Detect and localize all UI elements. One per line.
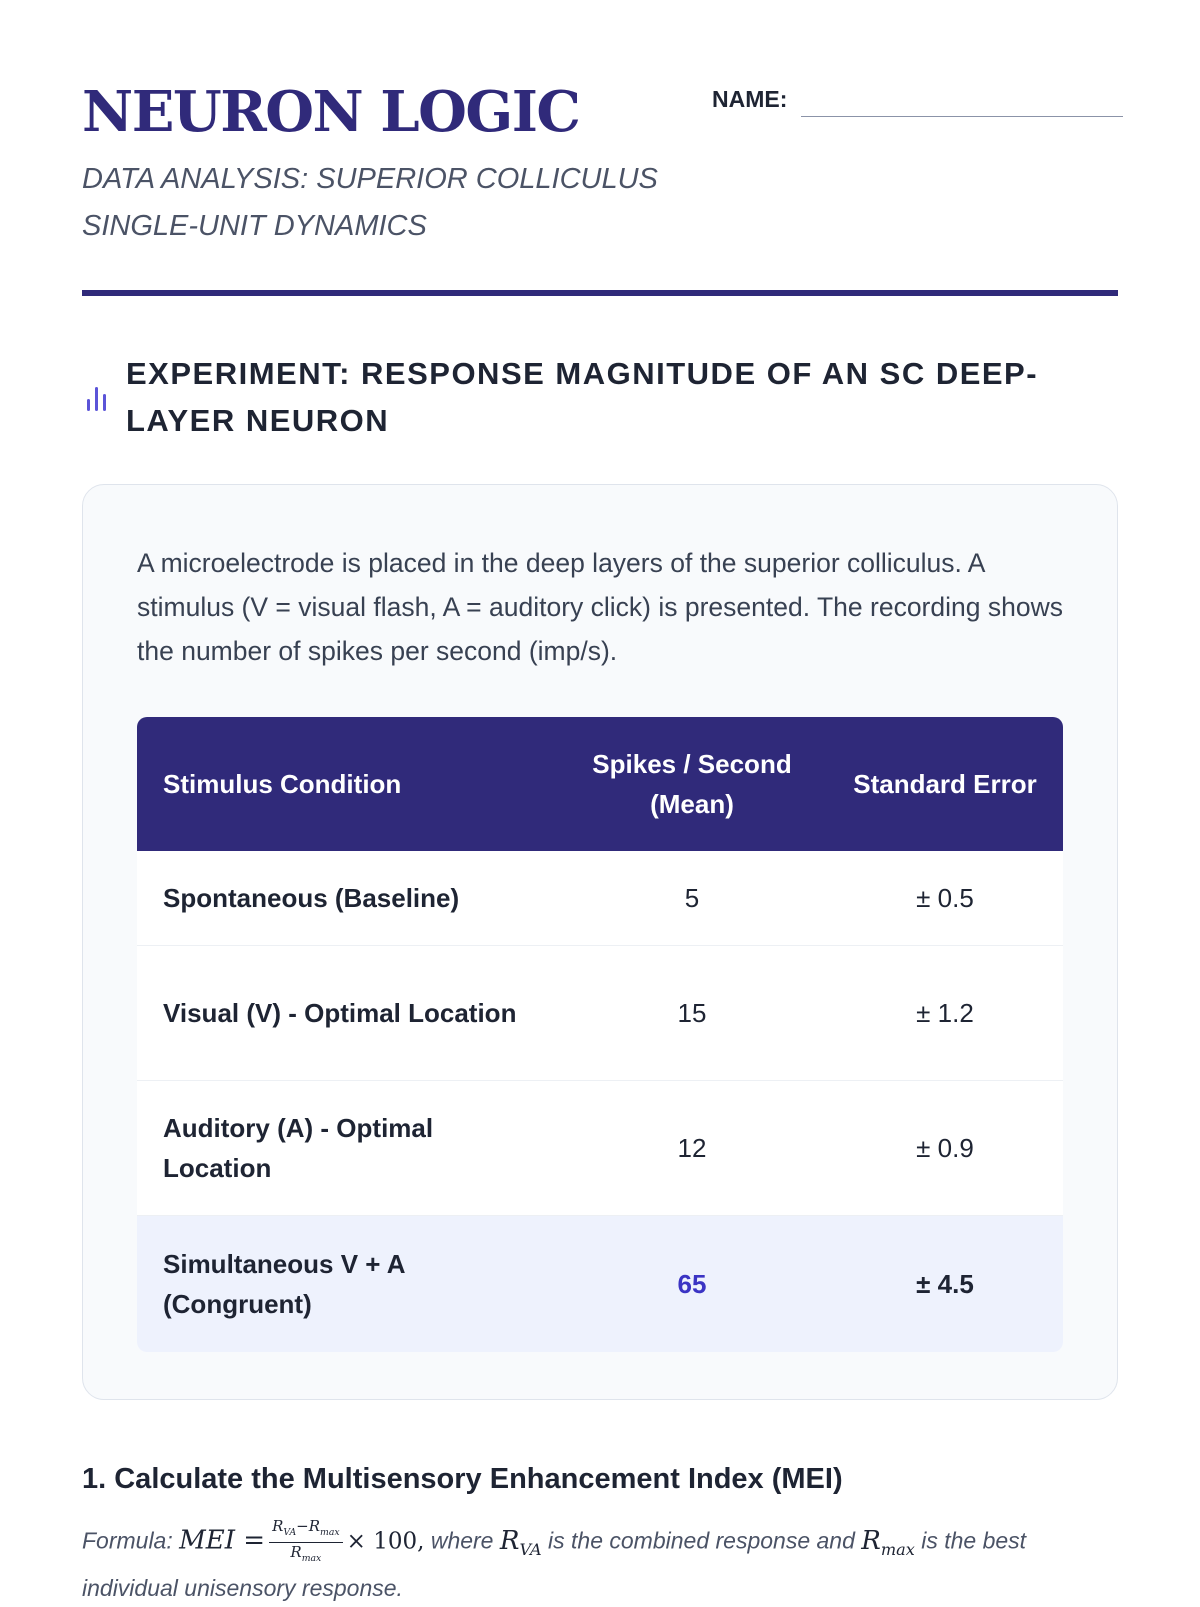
error-cell-highlighted: ± 4.5 (827, 1216, 1063, 1353)
condition-cell: Simultaneous V + A (Congruent) (137, 1216, 557, 1353)
error-cell: ± 0.5 (827, 851, 1063, 946)
formula-prefix: Formula: (82, 1527, 173, 1554)
formula-description (82, 1518, 1122, 1607)
condition-cell: Visual (V) - Optimal Location (137, 946, 557, 1081)
table-row (137, 851, 1063, 946)
error-cell: ± 1.2 (827, 946, 1063, 1081)
experiment-title: EXPERIMENT: RESPONSE MAGNITUDE OF AN SC DEEP-LAYER NEURON (126, 356, 1039, 438)
error-cell: ± 0.9 (827, 1081, 1063, 1216)
spikes-cell: 5 (557, 851, 827, 946)
worksheet-header (82, 0, 1118, 296)
header-stimulus-condition: Stimulus Condition (137, 717, 557, 851)
response-data-table (137, 717, 1063, 1352)
experiment-heading (82, 350, 1122, 444)
name-field-block (712, 86, 1123, 117)
experiment-card (82, 484, 1118, 1400)
rmax-symbol (861, 1525, 915, 1559)
fraction-numerator (269, 1518, 343, 1543)
best-text: is the best individual unisensory response. (82, 1527, 1027, 1601)
formula-fraction (269, 1518, 343, 1567)
rva-r: R (499, 1525, 520, 1556)
denominator-r: R (290, 1543, 302, 1561)
table-row-highlighted (137, 1216, 1063, 1353)
worksheet-subtitle: DATA ANALYSIS: SUPERIOR COLLICULUS SINGLE-UNIT DYNAMICS (82, 163, 658, 242)
spikes-cell-highlighted: 65 (557, 1216, 827, 1353)
header-spikes-per-second: Spikes / Second (Mean) (557, 717, 827, 851)
rva-symbol (499, 1525, 542, 1559)
numerator-sub-va: VA (283, 1527, 297, 1538)
formula-times: × 100, (346, 1528, 425, 1555)
rmax-r: R (861, 1525, 881, 1556)
condition-cell: Spontaneous (Baseline) (137, 851, 557, 946)
numerator-r: R (272, 1517, 284, 1535)
question-title: 1. Calculate the Multisensory Enhancement Index (MEI) (82, 1463, 843, 1495)
fraction-denominator (269, 1543, 343, 1567)
bar-chart-icon (82, 377, 112, 417)
formula-lhs: MEI = (179, 1525, 266, 1556)
spikes-cell: 15 (557, 946, 827, 1081)
numerator-r-max: R (308, 1517, 321, 1535)
combined-text: is the combined response and (548, 1527, 855, 1554)
rva-sub: VA (519, 1539, 542, 1559)
spikes-cell: 12 (557, 1081, 827, 1216)
rmax-sub: max (880, 1539, 915, 1559)
table-header-row (137, 717, 1063, 851)
table-row (137, 1081, 1063, 1216)
table-row (137, 946, 1063, 1081)
experiment-intro: A microelectrode is placed in the deep layers of the superior colliculus. A stimulus (V = visual flash, A = auditory click) is presented. The recording shows the number of spikes per second (imp/s). (137, 548, 1063, 666)
condition-cell: Auditory (A) - Optimal Location (137, 1081, 557, 1216)
name-input-line[interactable] (801, 86, 1123, 117)
where-text: where (430, 1527, 494, 1554)
numerator-sub-max: max (320, 1527, 340, 1538)
header-standard-error: Standard Error (827, 717, 1063, 851)
denominator-sub-max: max (301, 1553, 322, 1564)
numerator-minus: − (296, 1517, 309, 1535)
brand-title: NEURON LOGIC (82, 79, 580, 145)
name-label: NAME: (712, 86, 788, 112)
